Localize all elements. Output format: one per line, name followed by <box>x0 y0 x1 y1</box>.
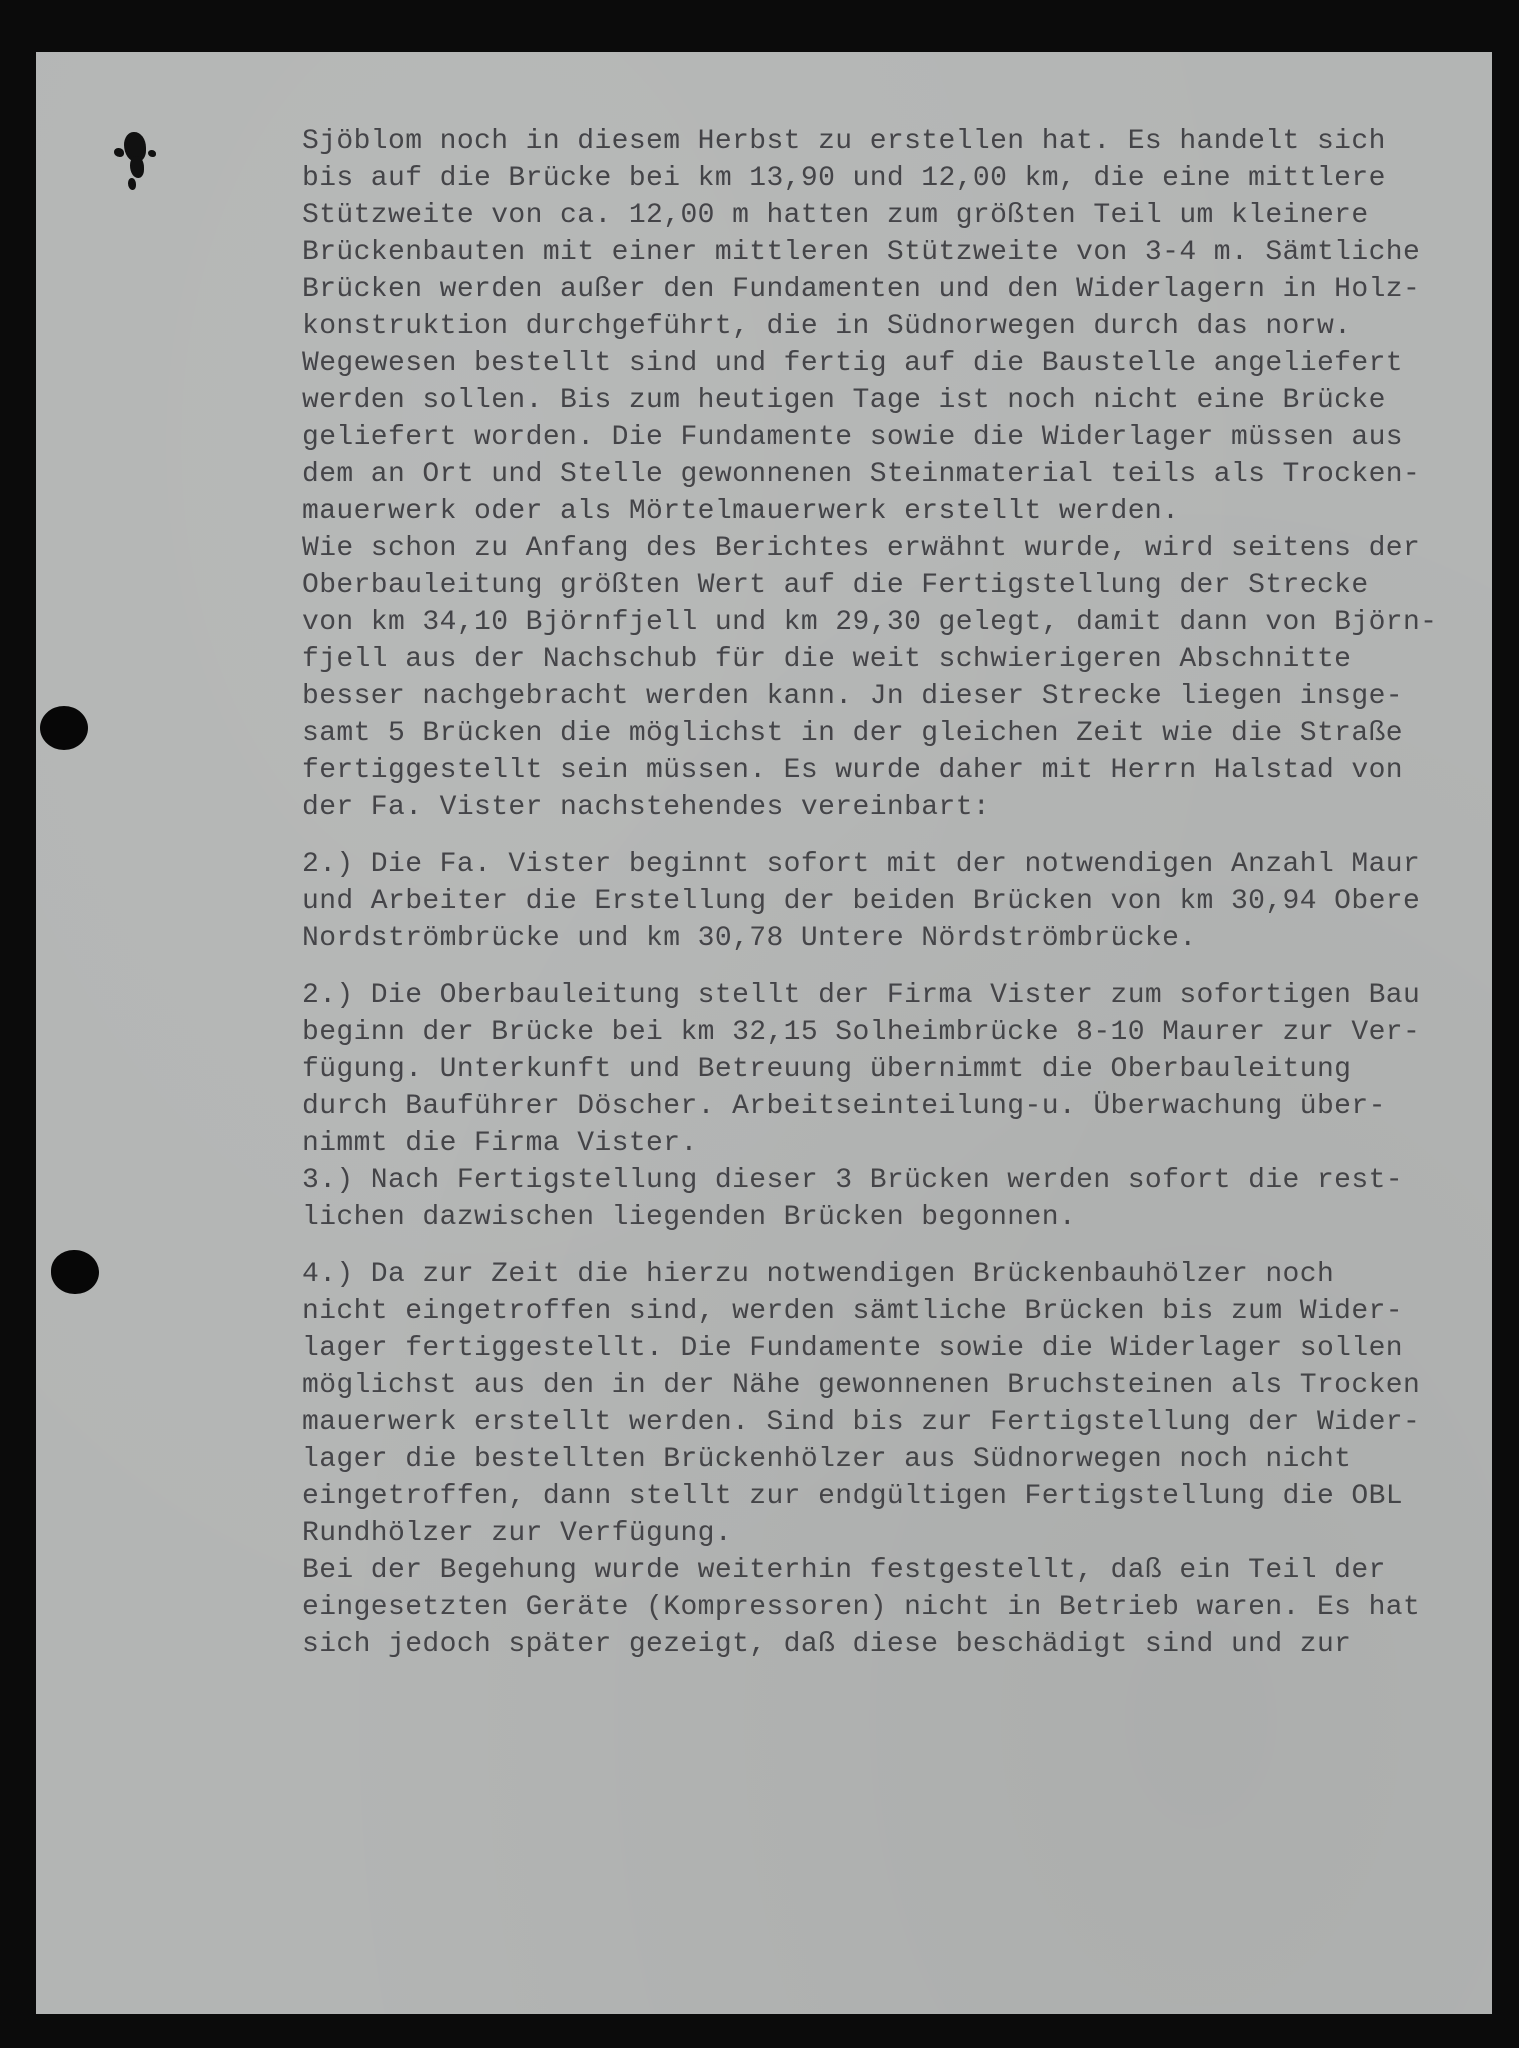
text-line: Nordströmbrücke und km 30,78 Untere Nördströmbrücke. <box>302 923 1197 954</box>
text-line: Brückenbauten mit einer mittleren Stützweite von 3-4 m. Sämtliche <box>302 237 1421 268</box>
text-line: konstruktion durchgeführt, die in Südnorwegen durch das norw. <box>302 311 1352 342</box>
text-line: besser nachgebracht werden kann. Jn dieser Strecke liegen insge- <box>302 681 1403 712</box>
text-line: 3.) Nach Fertigstellung dieser 3 Brücken werden sofort die rest- <box>302 1165 1403 1196</box>
text-line: fertiggestellt sein müssen. Es wurde daher mit Herrn Halstad von <box>302 755 1403 786</box>
text-line: von km 34,10 Björnfjell und km 29,30 gelegt, damit dann von Björn- <box>302 607 1438 638</box>
text-line: sich jedoch später gezeigt, daß diese beschädigt sind und zur <box>302 1629 1352 1660</box>
text-line: beginn der Brücke bei km 32,15 Solheimbrücke 8-10 Maurer zur Ver- <box>302 1017 1421 1048</box>
text-line: Sjöblom noch in diesem Herbst zu erstellen hat. Es handelt sich <box>302 126 1386 157</box>
text-line: Rundhölzer zur Verfügung. <box>302 1518 733 1549</box>
text-line: samt 5 Brücken die möglichst in der gleichen Zeit wie die Straße <box>302 718 1403 749</box>
text-line: eingesetzten Geräte (Kompressoren) nicht in Betrieb waren. Es hat <box>302 1592 1421 1623</box>
text-line: dem an Ort und Stelle gewonnenen Steinmaterial teils als Trocken- <box>302 459 1421 490</box>
text-line: eingetroffen, dann stellt zur endgültigen Fertigstellung die OBL <box>302 1481 1403 1512</box>
text-line: nimmt die Firma Vister. <box>302 1128 698 1159</box>
text-line: Wie schon zu Anfang des Berichtes erwähnt wurde, wird seitens der <box>302 533 1421 564</box>
text-line: mauerwerk erstellt werden. Sind bis zur Fertigstellung der Wider- <box>302 1407 1421 1438</box>
text-line: durch Bauführer Döscher. Arbeitseinteilung-u. Überwachung über- <box>302 1091 1386 1122</box>
text-line: lichen dazwischen liegenden Brücken begonnen. <box>302 1202 1077 1233</box>
text-line: nicht eingetroffen sind, werden sämtliche Brücken bis zum Wider- <box>302 1296 1403 1327</box>
typed-letter-body <box>302 123 1472 1663</box>
text-line: 2.) Die Oberbauleitung stellt der Firma Vister zum sofortigen Bau <box>302 980 1421 1011</box>
text-line: Oberbauleitung größten Wert auf die Fertigstellung der Strecke <box>302 570 1369 601</box>
text-line: lager die bestellten Brückenhölzer aus Südnorwegen noch nicht <box>302 1444 1352 1475</box>
text-line: geliefert worden. Die Fundamente sowie die Widerlager müssen aus <box>302 422 1403 453</box>
text-line: Wegewesen bestellt sind und fertig auf die Baustelle angeliefert <box>302 348 1403 379</box>
text-line: 2.) Die Fa. Vister beginnt sofort mit der notwendigen Anzahl Maur <box>302 849 1421 880</box>
text-line: fügung. Unterkunft und Betreuung übernimmt die Oberbauleitung <box>302 1054 1352 1085</box>
text-line: Bei der Begehung wurde weiterhin festgestellt, daß ein Teil der <box>302 1555 1386 1586</box>
text-line: Stützweite von ca. 12,00 m hatten zum größten Teil um kleinere <box>302 200 1369 231</box>
punch-hole-icon <box>51 1250 99 1294</box>
punch-hole-icon <box>40 706 88 750</box>
text-line: der Fa. Vister nachstehendes vereinbart: <box>302 792 991 823</box>
text-line: und Arbeiter die Erstellung der beiden Brücken von km 30,94 Obere <box>302 886 1421 917</box>
text-line: 4.) Da zur Zeit die hierzu notwendigen Brückenbauhölzer noch <box>302 1259 1335 1290</box>
text-line: Brücken werden außer den Fundamenten und den Widerlagern in Holz- <box>302 274 1421 305</box>
text-line: lager fertiggestellt. Die Fundamente sowie die Widerlager sollen <box>302 1333 1403 1364</box>
text-line: werden sollen. Bis zum heutigen Tage ist noch nicht eine Brücke <box>302 385 1386 416</box>
text-line: bis auf die Brücke bei km 13,90 und 12,00 km, die eine mittlere <box>302 163 1386 194</box>
text-line: möglichst aus den in der Nähe gewonnenen Bruchsteinen als Trocken <box>302 1370 1421 1401</box>
text-line: mauerwerk oder als Mörtelmauerwerk erstellt werden. <box>302 496 1180 527</box>
text-line: fjell aus der Nachschub für die weit schwierigeren Abschnitte <box>302 644 1352 675</box>
